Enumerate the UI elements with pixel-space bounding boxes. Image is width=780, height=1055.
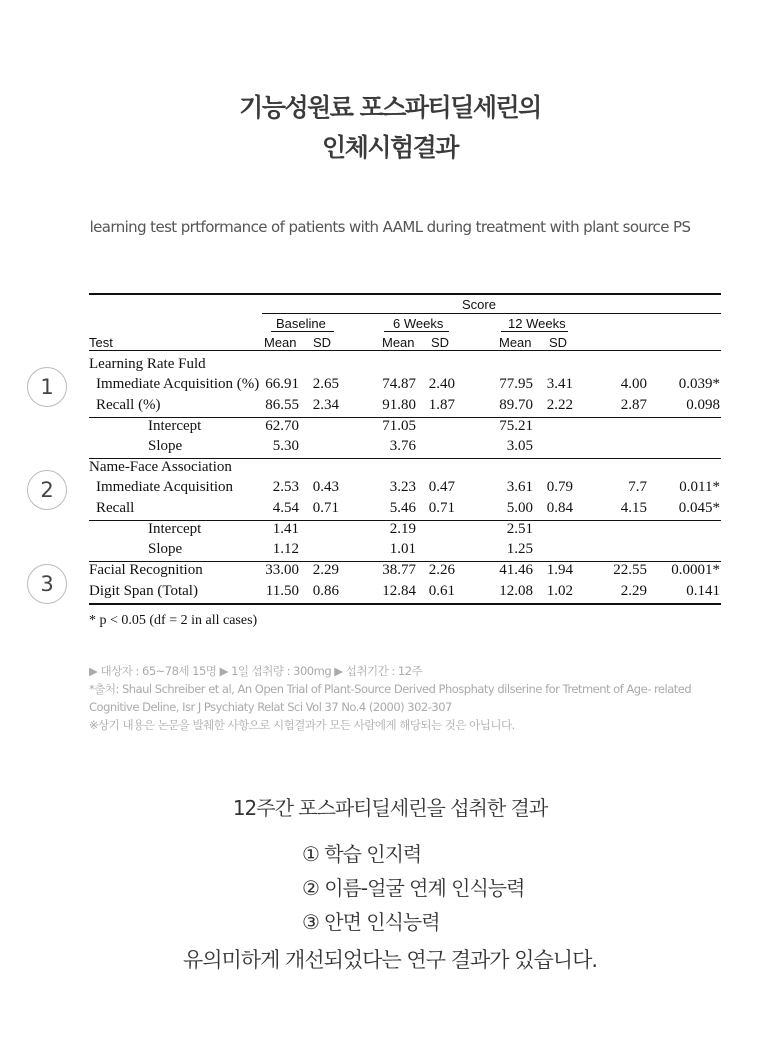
table-caption: learning test prtformance of patients with AAML during treatment with plant source PS	[89, 218, 691, 236]
cell-6weeks-sd: 1.87	[428, 397, 455, 413]
cell-p-value: 0.011*	[679, 479, 720, 495]
cell-6weeks-mean: 3.23	[389, 479, 416, 495]
cell-12weeks-mean: 2.51	[506, 521, 533, 537]
cell-12weeks-sd: 0.79	[546, 479, 573, 495]
summary-item-2: ② 이름-얼굴 연계 인식능력	[302, 876, 525, 900]
cell-f-value: 22.55	[613, 562, 647, 578]
cell-baseline-sd: 2.34	[312, 397, 339, 413]
cell-baseline-mean: 11.50	[265, 583, 299, 599]
baseline-rule	[271, 331, 334, 332]
cell-12weeks-mean: 3.05	[506, 438, 533, 454]
cell-f-value: 4.15	[620, 500, 647, 516]
cell-6weeks-mean: 2.19	[389, 521, 416, 537]
notes-source-line-2: Cognitive Deline, Isr J Psychiaty Relat Sci Vol 37 No.4 (2000) 302-307	[89, 700, 452, 714]
cell-6weeks-mean: 74.87	[382, 376, 416, 392]
cell-6weeks-mean: 3.76	[389, 438, 416, 454]
cell-baseline-mean: 1.12	[272, 541, 299, 557]
cell-12weeks-sd: 0.84	[546, 500, 573, 516]
cell-baseline-sd: 2.29	[312, 562, 339, 578]
summary-conclusion: 유의미하게 개선되었다는 연구 결과가 있습니다.	[182, 948, 598, 972]
row-label: Slope	[148, 541, 183, 557]
cell-baseline-sd: 0.71	[312, 500, 339, 516]
table-bottom-rule	[89, 603, 721, 605]
test-header: Test	[89, 335, 113, 350]
cell-p-value: 0.141	[686, 583, 720, 599]
table-top-rule	[89, 293, 721, 295]
12weeks-rule	[501, 331, 568, 332]
cell-12weeks-mean: 41.46	[499, 562, 533, 578]
summary-item-3: ③ 안면 인식능력	[302, 910, 440, 934]
mean-header-12weeks: Mean	[499, 335, 532, 350]
cell-6weeks-sd: 2.26	[428, 562, 455, 578]
cell-f-value: 4.00	[620, 376, 647, 392]
cell-p-value: 0.045*	[678, 500, 720, 516]
cell-12weeks-mean: 77.95	[499, 376, 533, 392]
cell-f-value: 2.29	[620, 583, 647, 599]
cell-baseline-mean: 66.91	[265, 376, 299, 392]
cell-6weeks-mean: 91.80	[382, 397, 416, 413]
title-line-1: 기능성원료 포스파티딜세린의	[239, 93, 541, 122]
mean-header-6weeks: Mean	[382, 335, 415, 350]
cell-6weeks-mean: 1.01	[389, 541, 416, 557]
row-label: Slope	[148, 438, 183, 454]
summary-heading: 12주간 포스파티딜세린을 섭취한 결과	[232, 796, 548, 820]
cell-baseline-mean: 2.53	[272, 479, 299, 495]
cell-p-value: 0.039*	[678, 376, 720, 392]
cell-f-value: 2.87	[620, 397, 647, 413]
cell-6weeks-mean: 38.77	[382, 562, 416, 578]
cell-6weeks-mean: 12.84	[382, 583, 416, 599]
cell-12weeks-mean: 12.08	[499, 583, 533, 599]
group-header-12weeks: 12 Weeks	[508, 316, 566, 331]
sd-header-baseline: SD	[313, 335, 332, 350]
cell-baseline-mean: 33.00	[265, 562, 299, 578]
cell-6weeks-sd: 0.71	[428, 500, 455, 516]
score-header: Score	[462, 297, 496, 312]
summary-item-1: ① 학습 인지력	[302, 842, 422, 866]
cell-6weeks-sd: 0.47	[428, 479, 455, 495]
cell-12weeks-mean: 5.00	[506, 500, 533, 516]
row-label: Name-Face Association	[89, 459, 232, 475]
cell-12weeks-sd: 1.94	[546, 562, 573, 578]
title-line-2: 인체시험결과	[322, 133, 458, 162]
marker-2: 2	[27, 470, 67, 510]
cell-baseline-sd: 0.86	[312, 583, 339, 599]
notes-source-line-1: *출처: Shaul Schreiber et al, An Open Trial of Plant-Source Derived Phosphaty dilserine for Tretment of Age- related	[89, 682, 692, 696]
cell-baseline-mean: 5.30	[272, 438, 299, 454]
row-label: Recall	[96, 500, 135, 516]
row-label: Intercept	[148, 521, 202, 537]
marker-3: 3	[27, 564, 67, 604]
group-header-6weeks: 6 Weeks	[393, 316, 444, 331]
row-label: Intercept	[148, 418, 202, 434]
cell-6weeks-mean: 5.46	[389, 500, 416, 516]
sd-header-6weeks: SD	[431, 335, 450, 350]
6weeks-rule	[384, 331, 449, 332]
cell-12weeks-sd: 1.02	[546, 583, 573, 599]
row-label: Recall (%)	[96, 397, 161, 413]
cell-baseline-mean: 4.54	[272, 500, 299, 516]
cell-12weeks-mean: 1.25	[506, 541, 533, 557]
header-bottom-rule	[89, 350, 721, 351]
notes-disclaimer: ※상기 내용은 논문을 발췌한 사항으로 시험결과가 모든 사람에게 해당되는 것은 아닙니다.	[89, 718, 515, 732]
group-header-baseline: Baseline	[276, 316, 326, 331]
cell-baseline-mean: 62.70	[265, 418, 299, 434]
cell-12weeks-sd: 2.22	[546, 397, 573, 413]
page-title	[0, 88, 780, 168]
cell-p-value: 0.098	[686, 397, 720, 413]
cell-baseline-mean: 1.41	[272, 521, 299, 537]
source-notes	[89, 662, 729, 734]
row-label: Digit Span (Total)	[89, 583, 198, 599]
notes-subject-info: ▶ 대상자 : 65~78세 15명 ▶ 1일 섭취량 : 300mg ▶ 섭취기간 : 12주	[89, 664, 423, 678]
table-footnote: * p < 0.05 (df = 2 in all cases)	[89, 613, 258, 628]
cell-12weeks-mean: 3.61	[506, 479, 533, 495]
marker-1: 1	[27, 367, 67, 407]
row-label: Facial Recognition	[89, 562, 203, 578]
cell-12weeks-mean: 75.21	[499, 418, 533, 434]
cell-f-value: 7.7	[628, 479, 647, 495]
score-rule	[262, 313, 721, 314]
cell-baseline-sd: 0.43	[312, 479, 339, 495]
mean-header-baseline: Mean	[264, 335, 297, 350]
cell-baseline-mean: 86.55	[265, 397, 299, 413]
row-label: Learning Rate Fuld	[89, 356, 206, 372]
row-label: Immediate Acquisition	[96, 479, 234, 495]
cell-baseline-sd: 2.65	[312, 376, 339, 392]
cell-6weeks-sd: 0.61	[428, 583, 455, 599]
cell-12weeks-sd: 3.41	[546, 376, 573, 392]
row-label: Immediate Acquisition (%)	[96, 376, 260, 392]
cell-6weeks-mean: 71.05	[382, 418, 416, 434]
sd-header-12weeks: SD	[549, 335, 568, 350]
cell-p-value: 0.0001*	[671, 562, 720, 578]
cell-6weeks-sd: 2.40	[428, 376, 455, 392]
cell-12weeks-mean: 89.70	[499, 397, 533, 413]
